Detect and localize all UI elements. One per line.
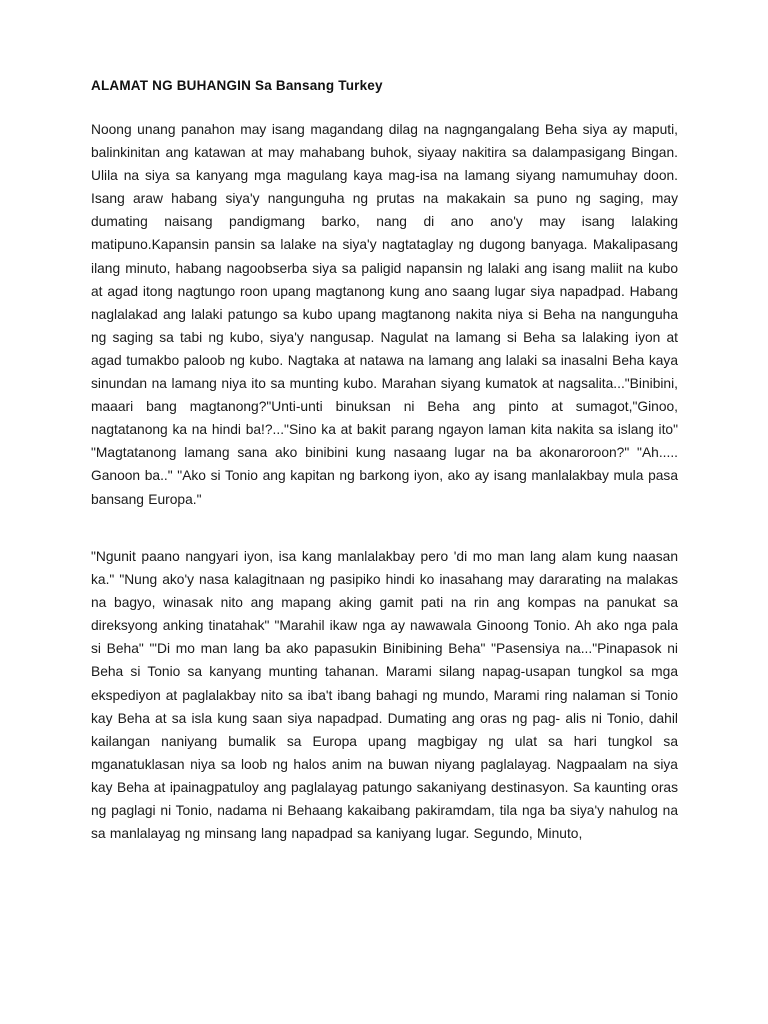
paragraph-1: Noong unang panahon may isang magandang dilag na nagngangalang Beha siya ay maputi, balinkinitan ang katawan at may mahabang buhok, siyaay nakitira sa dalampasigang Bingan. Ulila na siya sa kanyang mga magulang kaya mag-isa na lamang siyang namumuhay doon. Isang araw habang siya'y nangunguha ng prutas na makakain sa puno ng saging, may dumating naisang pandigmang barko, nang di ano ano'y may isang lalaking matipuno.Kapansin pansin sa lalake na siya'y nagtataglay ng dugong banyaga. Makalipasang ilang minuto, habang nagoobserba siya sa paligid napansin ng lalaki ang isang maliit na kubo at agad itong nagtungo roon upang magtanong kung ano saang lugar siya napadpad. Habang naglalakad ang lalaki patungo sa kubo upang magtanong nakita niya si Beha na nangunguha ng saging sa tabi ng kubo, siya'y nangusap. Nagulat na lamang si Beha sa lalaking iyon at agad tumakbo paloob ng kubo. Nagtaka at natawa na lamang ang lalaki sa inasalni Beha kaya sinundan na lamang niya ito sa munting kubo. Marahan siyang kumatok at nagsalita..."Binibini, maaari bang magtanong?"Unti-unti binuksan ni Beha ang pinto at sumagot,"Ginoo, nagtatanong ka na hindi ba!?..."Sino ka at bakit parang ngayon laman kita nakita sa islang ito" "Magtatanong lamang sana ako binibini kung nasaang lugar na ba akonaroroon?" "Ah..... Ganoon ba.." "Ako si Tonio ang kapitan ng barkong iyon, ako ay isang manlalakbay mula pasa bansang Europa." [91, 122, 678, 507]
document-title: ALAMAT NG BUHANGIN Sa Bansang Turkey [91, 78, 383, 93]
paragraph-2: "Ngunit paano nangyari iyon, isa kang manlalakbay pero 'di mo man lang alam kung naasan ka." "Nung ako'y nasa kalagitnaan ng pasipiko hindi ko inasahang may dararating na malakas na bagyo, winasak nito ang mapang aking gamit pati na rin ang kompas na panukat sa direksyong anking tinatahak" "Marahil ikaw nga ay nawawala Ginoong Tonio. Ah ako nga pala si Beha" "'Di mo man lang ba ako papasukin Binibining Beha" "Pasensiya na..."Pinapasok ni Beha si Tonio sa kanyang munting tahanan. Marami silang napag-usapan tungkol sa mga ekspediyon at paglalakbay nito sa iba't ibang bahagi ng mundo, Marami ring nalaman si Tonio kay Beha at sa isla kung saan siya napadpad. Dumating ang oras ng pag- alis ni Tonio, dahil kailangan naniyang bumalik sa Europa upang magbigay ng ulat sa hari tungkol sa mganatuklasan niya sa loob ng halos anim na buwan niyang paglalayag. Nagpaalam na siya kay Beha at ipainagpatuloy ang paglalayag patungo sakaniyang destinasyon. Sa kaunting oras ng paglagi ni Tonio, nadama ni Behaang kakaibang pakiramdam, tila nga ba siya'y nahulog na sa manlalayag ng minsang lang napadpad sa kaniyang lugar. Segundo, Minuto, [91, 549, 678, 842]
